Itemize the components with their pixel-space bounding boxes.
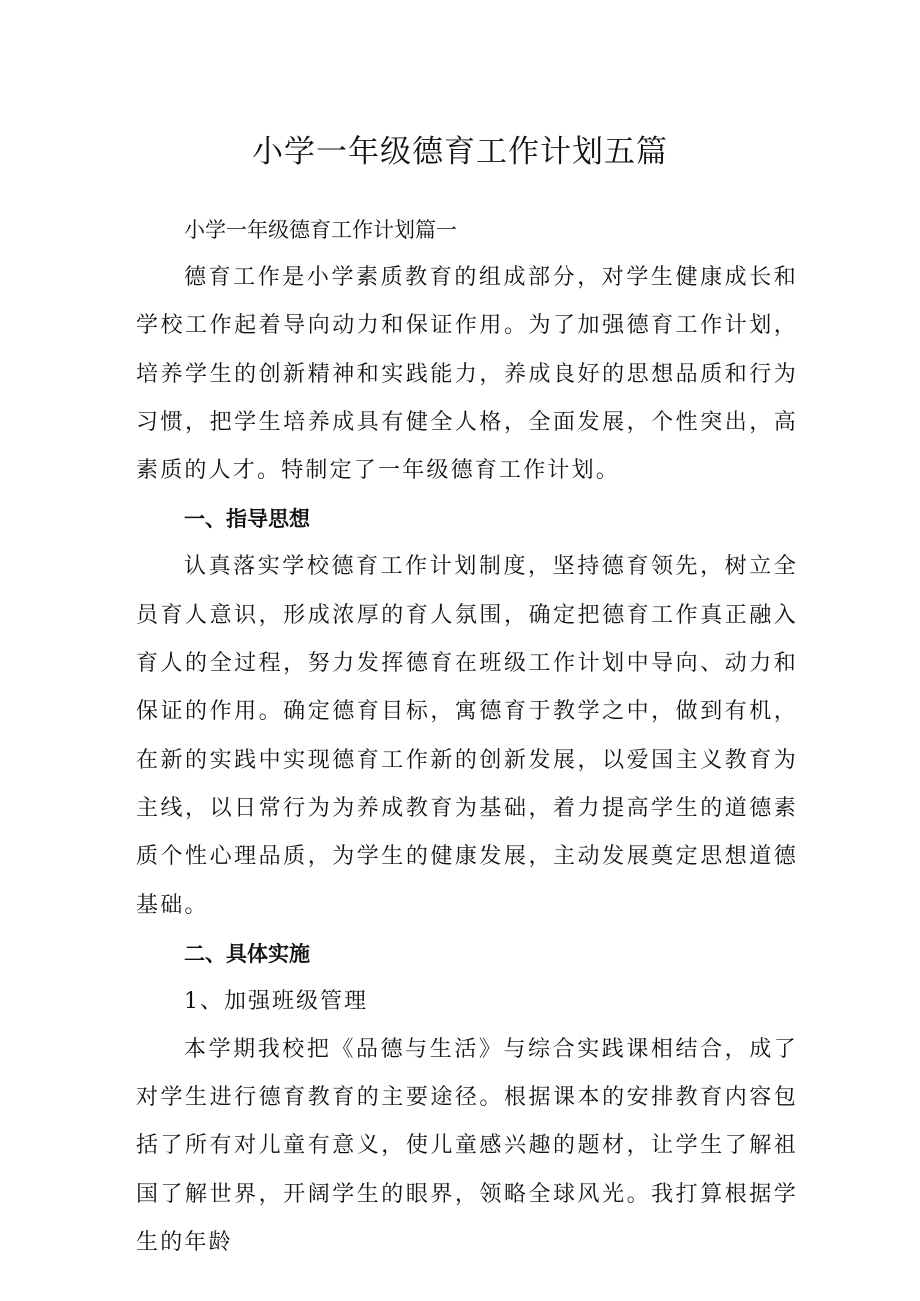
heading-implementation: 二、具体实施: [184, 941, 310, 966]
class-management-paragraph: 本学期我校把《品德与生活》与综合实践课相结合，成了对学生进行德育教育的主要途径。根据课本的安排教育内容包括了所有对儿童有意义，使儿童感兴趣的题材，让学生了解祖国了解世界，开阔学生的眼界，领略全球风光。我打算根据学生的年龄: [136, 1036, 798, 1256]
heading-guiding-ideology: 一、指导思想: [184, 507, 310, 532]
intro-paragraph: 德育工作是小学素质教育的组成部分，对学生健康成长和学校工作起着导向动力和保证作用。为了加强德育工作计划，培养学生的创新精神和实践能力，养成良好的思想品质和行为习惯，把学生培养成具有健全人格，全面发展，个性突出，高素质的人才。特制定了一年级德育工作计划。: [136, 265, 798, 484]
section-title: 小学一年级德育工作计划篇一: [184, 218, 457, 242]
document-body: [136, 206, 798, 1267]
guiding-ideology-paragraph: 认真落实学校德育工作计划制度，坚持德育领先，树立全员育人意识，形成浓厚的育人氛围，确定把德育工作真正融入育人的全过程，努力发挥德育在班级工作计划中导向、动力和保证的作用。确定德育目标，寓德育于教学之中，做到有机，在新的实践中实现德育工作新的创新发展，以爱国主义教育为主线，以日常行为为养成教育为基础，着力提高学生的道德素质个性心理品质，为学生的健康发展，主动发展奠定思想道德基础。: [136, 554, 798, 918]
document-title: 小学一年级德育工作计划五篇: [252, 134, 668, 170]
item-class-management: 1、加强班级管理: [184, 988, 368, 1014]
